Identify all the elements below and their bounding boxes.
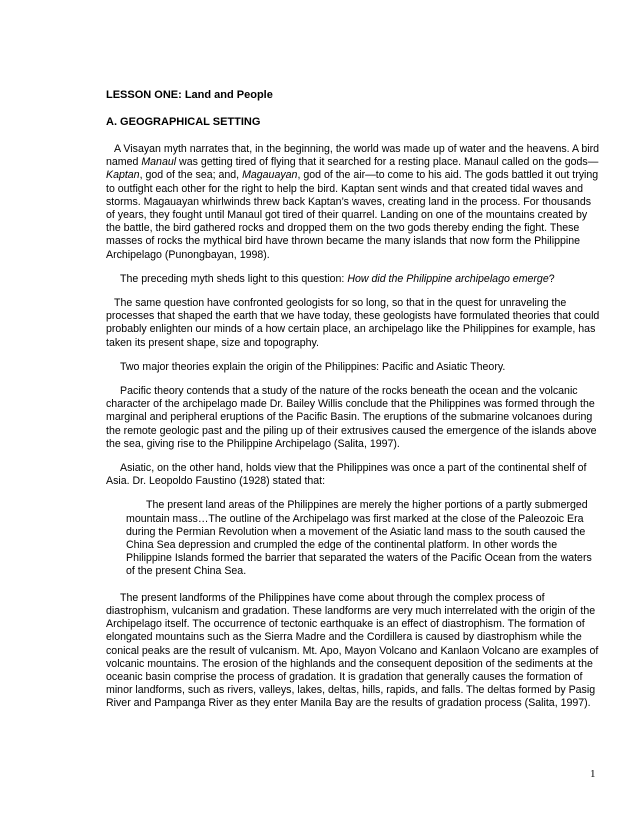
italic-term-kaptan: Kaptan: [106, 169, 140, 182]
document-page: [106, 88, 600, 722]
paragraph-asiatic-theory: Asiatic, on the other hand, holds view that the Philippines was once a part of the continental shelf of Asia. Dr. Leopoldo Faustino (1928) stated that:: [106, 462, 587, 488]
italic-term-manaul: Manaul: [141, 156, 177, 169]
page-number: 1: [590, 768, 596, 780]
text-run: , god of the sea; and,: [139, 169, 243, 182]
paragraph-myth: [106, 143, 600, 262]
section-title: A. GEOGRAPHICAL SETTING: [106, 116, 261, 128]
text-run: , god of the air—to come to his aid. The gods battled it out trying to outfight each other for the right to help the bird. Kaptan sent winds and that created tidal waves and storms. Magauayan whirlwinds threw back Kaptan’s waves, creating land in the process. For thousands of years, they fought until Manaul got tired of their quarrel. Landing on one of the mountains created by the battle, the bird gathered rocks and dropped them on the two gods thereby ending the fight. These masses of rocks the mythical bird have thrown became the many islands that now form the Philippine Archipelago (Punongbayan, 1998).: [106, 169, 599, 261]
paragraph-pacific-theory: Pacific theory contends that a study of the nature of the rocks beneath the ocean and the volcanic character of the archipelago made Dr. Bailey Willis conclude that the Philippines was formed through the marginal and peripheral eruptions of the Pacific Basin. The eruptions of the submarine volcanoes during the remote geologic past and the piling up of their extrusives caused the emergence of the islands above the sea, giving rise to the Philippine Archipelago (Salita, 1997).: [106, 385, 597, 450]
lesson-title: LESSON ONE: Land and People: [106, 89, 273, 101]
paragraph-question: [106, 273, 600, 286]
italic-term-magauayan: Magauayan: [242, 169, 298, 182]
italic-question: How did the Philippine archipelago emerge: [347, 272, 549, 285]
block-quote-faustino: The present land areas of the Philippines are merely the higher portions of a partly submerged mountain mass…The outline of the Archipelago was first marked at the close of the Paleozoic Era during the Permian Revolution when a movement of the Asiatic land mass to the south caused the China Sea depression and crumpled the edge of the continental platform. In other words the Philippine Islands formed the barrier that separated the waters of the Pacific Ocean from the waters of the present China Sea.: [126, 499, 592, 578]
paragraph-geologists: The same question have confronted geologists for so long, so that in the quest for unraveling the processes that shaped the earth that we have today, these geologists have formulated theories that could probably enlighten our minds of a how certain place, an archipelago like the Philippines for example, has taken its present shape, size and topography.: [106, 297, 600, 349]
text-run: The preceding myth sheds light to this question:: [120, 272, 348, 285]
text-run: A Visayan myth narrates that, in the beginning, the world was made up of water and the heavens. A bird named: [106, 143, 600, 169]
text-run: ?: [548, 272, 555, 285]
paragraph-landforms: The present landforms of the Philippines have come about through the complex process of diastrophism, vulcanism and gradation. These landforms are very much interrelated with the origin of the Archipelago itself. The occurrence of tectonic earthquake is an effect of diastrophism. The formation of elongated mountains such as the Sierra Madre and the Cordillera is caused by diastrophism while the conical peaks are the result of vulcanism. Mt. Apo, Mayon Volcano and Kanlaon Volcano are examples of volcanic mountains. The erosion of the highlands and the consequent deposition of the sediments at the oceanic basin comprise the process of gradation. It is gradation that generally causes the formation of minor landforms, such as rivers, valleys, lakes, deltas, hills, rapids, and falls. The deltas formed by Pasig River and Pampanga River as they enter Manila Bay are the results of gradation process (Salita, 1997).: [106, 591, 599, 710]
text-run: was getting tired of flying that it searched for a resting place. Manaul called on the gods—: [176, 156, 599, 169]
paragraph-two-theories: Two major theories explain the origin of the Philippines: Pacific and Asiatic Theory.: [120, 360, 506, 373]
